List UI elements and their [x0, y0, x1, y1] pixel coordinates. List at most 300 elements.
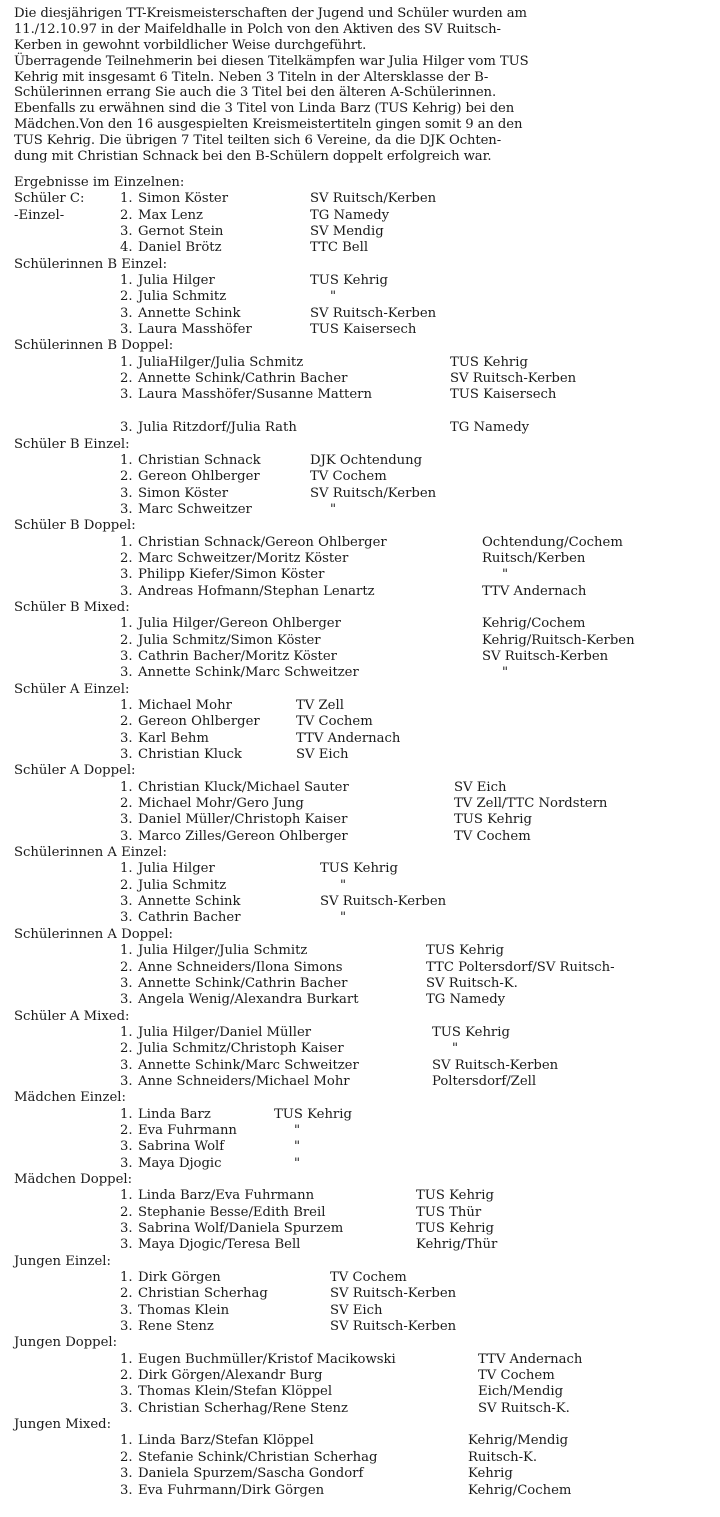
result-rank: 3. — [120, 501, 133, 517]
result-name: Christian Kluck — [138, 747, 242, 763]
result-name: Christian Schnack/Gereon Ohlberger — [138, 534, 387, 550]
result-name: Michael Mohr — [138, 698, 232, 713]
section-title: Jungen Einzel: — [14, 1253, 111, 1269]
result-row — [14, 1483, 714, 1499]
result-club: TUS Kehrig — [416, 1221, 494, 1236]
result-club: TV Cochem — [296, 714, 373, 730]
intro-line: Die diesjährigen TT-Kreismeisterschaften der Jugend und Schüler wurden am — [14, 6, 527, 21]
result-row — [14, 551, 714, 567]
result-row — [14, 1107, 714, 1123]
intro-line: Mädchen.Von den 16 ausgespielten Kreismeistertiteln gingen somit 9 an den — [14, 117, 523, 133]
result-row — [14, 714, 714, 730]
results-list — [14, 175, 714, 1499]
section-title: Schülerinnen A Einzel: — [14, 845, 167, 861]
result-club: SV Ruitsch-Kerben — [432, 1057, 559, 1073]
result-rank: 3. — [120, 322, 133, 338]
section-title: Schüler B Einzel: — [14, 436, 130, 452]
result-rank: 1. — [120, 861, 133, 877]
result-rank: 2. — [120, 714, 133, 730]
result-name: Stephanie Besse/Edith Breil — [138, 1204, 326, 1220]
result-club: TTV Andernach — [482, 583, 587, 599]
result-name: Christian Kluck/Michael Sauter — [138, 779, 349, 795]
result-club: TUS Kehrig — [320, 861, 398, 877]
result-rank: 2. — [120, 469, 133, 485]
result-row — [14, 1303, 714, 1319]
result-rank: 1. — [120, 452, 133, 468]
result-club: SV Eich — [330, 1302, 383, 1318]
section-heading — [14, 437, 714, 453]
result-rank: 3. — [120, 583, 133, 599]
result-name: Annette Schink/Cathrin Bacher — [138, 371, 348, 387]
result-row — [14, 306, 714, 322]
section-heading — [14, 1172, 714, 1188]
section-title: Schüler C: — [14, 191, 85, 207]
result-name: Maya Djogic — [138, 1155, 222, 1171]
section-title: Jungen Mixed: — [14, 1417, 112, 1433]
result-name: Julia Schmitz/Christoph Kaiser — [138, 1041, 344, 1057]
result-row — [14, 910, 714, 926]
result-row — [14, 1319, 714, 1335]
result-club: " — [502, 665, 509, 681]
result-name: Michael Mohr/Gero Jung — [138, 796, 304, 812]
blank-line — [14, 404, 714, 420]
result-rank: 1. — [120, 354, 133, 370]
section-title: Schüler B Doppel: — [14, 518, 136, 534]
result-rank: 3. — [120, 1237, 133, 1253]
intro-paragraph — [14, 6, 714, 165]
result-row — [14, 1237, 714, 1253]
result-rank: 3. — [120, 665, 133, 681]
result-rank: 1. — [120, 1188, 133, 1204]
result-row — [14, 502, 714, 518]
result-rank: 2. — [120, 207, 133, 223]
result-club: TUS Kehrig — [454, 812, 532, 828]
result-name: Daniela Spurzem/Sascha Gondorf — [138, 1466, 364, 1482]
result-club: TV Zell/TTC Nordstern — [454, 796, 608, 812]
result-row — [14, 861, 714, 877]
result-club: DJK Ochtendung — [310, 452, 423, 468]
result-club: Kehrig/Ruitsch-Kerben — [482, 632, 635, 648]
section-heading — [14, 763, 714, 779]
result-club: SV Ruitsch-Kerben — [320, 894, 447, 910]
result-club: Ruitsch-K. — [468, 1449, 538, 1465]
result-club: " — [294, 1139, 301, 1155]
result-row — [14, 633, 714, 649]
result-rank: 1. — [120, 1106, 133, 1122]
result-name: Annette Schink/Cathrin Bacher — [138, 975, 348, 991]
result-club: TUS Thür — [416, 1204, 482, 1220]
result-rank: 3. — [120, 1221, 133, 1236]
result-row — [14, 1205, 714, 1221]
result-rank: 3. — [120, 1073, 133, 1089]
result-club: TUS Kehrig — [310, 273, 388, 289]
section-title: Schüler A Einzel: — [14, 681, 130, 697]
result-club: SV Eich — [454, 779, 507, 795]
result-row — [14, 1368, 714, 1384]
result-club: Eich/Mendig — [478, 1384, 564, 1400]
result-row — [14, 812, 714, 828]
result-name: Annette Schink/Marc Schweitzer — [138, 1057, 359, 1073]
result-rank: 4. — [120, 240, 133, 256]
result-rank: 3. — [120, 1302, 133, 1318]
result-name: Gereon Ohlberger — [138, 469, 260, 485]
result-club: Kehrig/Thür — [416, 1237, 498, 1253]
result-name: Linda Barz/Stefan Klöppel — [138, 1433, 314, 1449]
result-rank: 3. — [120, 975, 133, 991]
result-club: TUS Kehrig — [432, 1024, 510, 1040]
result-rank: 3. — [120, 747, 133, 763]
section-heading — [14, 1335, 714, 1351]
result-row — [14, 1074, 714, 1090]
result-rank: 3. — [120, 1057, 133, 1073]
result-rank: 3. — [120, 567, 133, 583]
result-club: " — [294, 1155, 301, 1171]
result-name: Gereon Ohlberger — [138, 714, 260, 730]
result-rank: 3. — [120, 1384, 133, 1400]
result-rank: 3. — [120, 1466, 133, 1482]
result-club: Kehrig/Mendig — [468, 1433, 569, 1449]
result-club: TG Namedy — [450, 420, 530, 436]
result-rank: 2. — [120, 289, 133, 305]
result-name: Sabrina Wolf — [138, 1139, 225, 1155]
result-name: JuliaHilger/Julia Schmitz — [138, 354, 304, 370]
result-name: Angela Wenig/Alexandra Burkart — [138, 992, 359, 1008]
result-name: Christian Schnack — [138, 452, 261, 468]
result-row — [14, 191, 714, 207]
result-row — [14, 747, 714, 763]
result-rank: 2. — [120, 1368, 133, 1384]
result-rank: 1. — [120, 1024, 133, 1040]
result-rank: 2. — [120, 1449, 133, 1465]
result-rank: 3. — [120, 305, 133, 321]
result-club: SV Eich — [296, 747, 349, 763]
result-club: TV Cochem — [310, 469, 387, 485]
result-row — [14, 894, 714, 910]
result-name: Linda Barz — [138, 1106, 211, 1122]
result-name: Daniel Brötz — [138, 240, 222, 256]
result-name: Julia Ritzdorf/Julia Rath — [138, 420, 297, 436]
result-name: Max Lenz — [138, 207, 203, 223]
result-name: Simon Köster — [138, 191, 228, 207]
result-name: Thomas Klein/Stefan Klöppel — [138, 1384, 333, 1400]
result-club: " — [330, 501, 337, 517]
result-row — [14, 355, 714, 371]
result-name: Christian Scherhag/Rene Stenz — [138, 1400, 349, 1416]
section-heading — [14, 1009, 714, 1025]
result-club: " — [452, 1041, 459, 1057]
result-club: " — [340, 910, 347, 926]
intro-line: 11./12.10.97 in der Maifeldhalle in Polch von den Aktiven des SV Ruitsch- — [14, 21, 501, 37]
result-name: Linda Barz/Eva Fuhrmann — [138, 1188, 315, 1204]
result-rank: 3. — [120, 1400, 133, 1416]
result-club: SV Ruitsch-Kerben — [330, 1319, 457, 1335]
intro-line: Kerben in gewohnt vorbildlicher Weise durchgeführt. — [14, 37, 367, 53]
result-club: Kehrig/Cochem — [468, 1482, 572, 1498]
result-row — [14, 976, 714, 992]
result-rank: 1. — [120, 698, 133, 713]
result-rank: 3. — [120, 812, 133, 828]
result-club: Ochtendung/Cochem — [482, 534, 623, 550]
result-row — [14, 486, 714, 502]
result-name: Cathrin Bacher/Moritz Köster — [138, 648, 337, 664]
result-club: SV Ruitsch-Kerben — [450, 371, 577, 387]
result-row — [14, 584, 714, 600]
section-title: Schülerinnen A Doppel: — [14, 926, 174, 942]
result-rank: 3. — [120, 992, 133, 1008]
result-name: Maya Djogic/Teresa Bell — [138, 1237, 301, 1253]
section-title: Schüler A Doppel: — [14, 763, 136, 779]
section-heading — [14, 257, 714, 273]
result-club: TV Zell — [296, 698, 344, 713]
result-row — [14, 1025, 714, 1041]
results-heading — [14, 175, 714, 191]
result-row — [14, 567, 714, 583]
result-rank: 1. — [120, 1351, 133, 1367]
section-title: Schülerinnen B Einzel: — [14, 256, 168, 272]
result-rank: 2. — [120, 1122, 133, 1138]
result-row — [14, 829, 714, 845]
result-name: Eva Fuhrmann/Dirk Görgen — [138, 1482, 325, 1498]
result-name: Annette Schink — [138, 305, 241, 321]
result-club: SV Ruitsch/Kerben — [310, 191, 437, 207]
result-club: Poltersdorf/Zell — [432, 1073, 537, 1089]
result-rank: 1. — [120, 1433, 133, 1449]
section-heading — [14, 1254, 714, 1270]
result-row — [14, 649, 714, 665]
result-club: TUS Kehrig — [274, 1106, 352, 1122]
result-club: TTC Poltersdorf/SV Ruitsch- — [426, 959, 615, 975]
result-rank: 1. — [120, 616, 133, 632]
result-club: TTC Bell — [310, 240, 369, 256]
result-row — [14, 1041, 714, 1057]
result-row — [14, 1433, 714, 1449]
result-club: Kehrig/Cochem — [482, 616, 586, 632]
result-rank: 1. — [120, 779, 133, 795]
result-rank: 3. — [120, 485, 133, 501]
result-name: Dirk Görgen — [138, 1270, 221, 1286]
result-rank: 3. — [120, 894, 133, 910]
intro-line: TUS Kehrig. Die übrigen 7 Titel teilten sich 6 Vereine, da die DJK Ochten- — [14, 133, 502, 149]
result-row — [14, 796, 714, 812]
result-rank: 3. — [120, 1482, 133, 1498]
result-club: TTV Andernach — [478, 1351, 583, 1367]
result-row — [14, 1286, 714, 1302]
result-rank: 1. — [120, 534, 133, 550]
result-row — [14, 208, 714, 224]
result-club: SV Ruitsch/Kerben — [310, 485, 437, 501]
result-name: Anne Schneiders/Michael Mohr — [138, 1073, 350, 1089]
result-rank: 2. — [120, 959, 133, 975]
result-club: " — [340, 877, 347, 893]
section-title: Schüler B Mixed: — [14, 599, 130, 615]
result-club: SV Ruitsch-K. — [478, 1400, 570, 1416]
result-row — [14, 1139, 714, 1155]
result-rank: 3. — [120, 1139, 133, 1155]
result-row — [14, 780, 714, 796]
result-row — [14, 1058, 714, 1074]
result-name: Stefanie Schink/Christian Scherhag — [138, 1449, 378, 1465]
result-name: Christian Scherhag — [138, 1286, 268, 1302]
section-heading — [14, 338, 714, 354]
result-club: TUS Kaisersech — [450, 387, 557, 403]
result-row — [14, 273, 714, 289]
result-row — [14, 371, 714, 387]
result-row — [14, 943, 714, 959]
result-club: TUS Kaisersech — [310, 322, 417, 338]
result-club: TG Namedy — [426, 992, 506, 1008]
result-row — [14, 1352, 714, 1368]
result-name: Marco Zilles/Gereon Ohlberger — [138, 828, 348, 844]
section-heading — [14, 927, 714, 943]
result-club: TUS Kehrig — [426, 943, 504, 959]
result-name: Anne Schneiders/Ilona Simons — [138, 959, 343, 975]
result-name: Julia Schmitz/Simon Köster — [138, 632, 321, 648]
section-title: Mädchen Doppel: — [14, 1171, 133, 1187]
result-row — [14, 469, 714, 485]
intro-line: Ebenfalls zu erwähnen sind die 3 Titel von Linda Barz (TUS Kehrig) bei den — [14, 101, 515, 117]
result-row — [14, 1450, 714, 1466]
result-row — [14, 1270, 714, 1286]
result-rank: 1. — [120, 191, 133, 207]
result-rank: 2. — [120, 371, 133, 387]
result-rank: 3. — [120, 910, 133, 926]
result-row — [14, 731, 714, 747]
result-name: Philipp Kiefer/Simon Köster — [138, 567, 325, 583]
result-row — [14, 1401, 714, 1417]
result-row — [14, 1123, 714, 1139]
result-name: Thomas Klein — [138, 1302, 230, 1318]
result-name: Julia Hilger — [138, 861, 215, 877]
result-name: Julia Hilger/Daniel Müller — [138, 1024, 312, 1040]
result-row — [14, 1156, 714, 1172]
result-rank: 2. — [120, 1286, 133, 1302]
result-row — [14, 387, 714, 403]
result-row — [14, 1221, 714, 1237]
result-row — [14, 240, 714, 256]
intro-line: Schülerinnen errang Sie auch die 3 Titel bei den älteren A-Schülerinnen. — [14, 85, 497, 101]
result-row — [14, 224, 714, 240]
section-title: Jungen Doppel: — [14, 1335, 118, 1351]
result-rank: 3. — [120, 387, 133, 403]
result-name: Simon Köster — [138, 485, 228, 501]
result-name: Daniel Müller/Christoph Kaiser — [138, 812, 348, 828]
result-row — [14, 1466, 714, 1482]
result-name: Karl Behm — [138, 730, 209, 746]
result-name: Julia Hilger/Julia Schmitz — [138, 943, 308, 959]
result-name: Eva Fuhrmann — [138, 1122, 237, 1138]
result-row — [14, 420, 714, 436]
result-rank: 2. — [120, 550, 133, 566]
result-club: " — [330, 289, 337, 305]
result-rank: 3. — [120, 1319, 133, 1335]
result-rank: 1. — [120, 1270, 133, 1286]
result-club: TV Cochem — [454, 828, 531, 844]
result-name: Laura Masshöfer — [138, 322, 252, 338]
result-row — [14, 1384, 714, 1400]
result-name: Gernot Stein — [138, 224, 224, 240]
result-row — [14, 1188, 714, 1204]
section-title: Mädchen Einzel: — [14, 1090, 126, 1106]
results-heading-text: Ergebnisse im Einzelnen: — [14, 175, 185, 190]
result-club: TTV Andernach — [296, 730, 401, 746]
result-name: Annette Schink — [138, 894, 241, 910]
intro-line: dung mit Christian Schnack bei den B-Schülern doppelt erfolgreich war. — [14, 149, 492, 165]
result-rank: 3. — [120, 828, 133, 844]
result-rank: 1. — [120, 943, 133, 959]
result-rank: 3. — [120, 1155, 133, 1171]
result-club: SV Ruitsch-Kerben — [330, 1286, 457, 1302]
result-name: Rene Stenz — [138, 1319, 214, 1335]
result-row — [14, 878, 714, 894]
intro-line: Überragende Teilnehmerin bei diesen Titelkämpfen war Julia Hilger vom TUS — [14, 53, 529, 69]
result-rank: 2. — [120, 796, 133, 812]
result-club: Kehrig — [468, 1466, 513, 1482]
result-row — [14, 322, 714, 338]
result-name: Annette Schink/Marc Schweitzer — [138, 665, 359, 681]
result-row — [14, 535, 714, 551]
result-club: TG Namedy — [310, 207, 390, 223]
result-rank: 3. — [120, 224, 133, 240]
result-row — [14, 616, 714, 632]
result-club: SV Ruitsch-Kerben — [310, 305, 437, 321]
result-row — [14, 698, 714, 714]
intro-line: Kehrig mit insgesamt 6 Titeln. Neben 3 Titeln in der Altersklasse der B- — [14, 69, 489, 85]
result-club: TUS Kehrig — [450, 354, 528, 370]
result-name: Laura Masshöfer/Susanne Mattern — [138, 387, 372, 403]
result-club: TV Cochem — [478, 1368, 555, 1384]
result-name: Julia Schmitz — [138, 289, 227, 305]
result-rank: 1. — [120, 273, 133, 289]
result-name: Dirk Görgen/Alexandr Burg — [138, 1368, 323, 1384]
result-club: Ruitsch/Kerben — [482, 550, 586, 566]
result-name: Julia Hilger — [138, 273, 215, 289]
result-club: SV Ruitsch-Kerben — [482, 648, 609, 664]
result-rank: 2. — [120, 1041, 133, 1057]
result-row — [14, 453, 714, 469]
result-name: Marc Schweitzer/Moritz Köster — [138, 550, 349, 566]
result-rank: 3. — [120, 648, 133, 664]
section-title: Schüler A Mixed: — [14, 1008, 130, 1024]
result-rank: 3. — [120, 420, 133, 436]
result-club: SV Mendig — [310, 224, 384, 240]
result-club: TV Cochem — [330, 1270, 407, 1286]
result-row — [14, 992, 714, 1008]
result-club: " — [294, 1122, 301, 1138]
result-row — [14, 665, 714, 681]
result-name: Julia Hilger/Gereon Ohlberger — [138, 616, 341, 632]
section-title: Schülerinnen B Doppel: — [14, 338, 174, 354]
result-rank: 3. — [120, 730, 133, 746]
section-heading — [14, 600, 714, 616]
section-subtitle: -Einzel- — [14, 207, 65, 223]
result-name: Eugen Buchmüller/Kristof Macikowski — [138, 1351, 396, 1367]
result-club: SV Ruitsch-K. — [426, 975, 518, 991]
result-name: Julia Schmitz — [138, 877, 227, 893]
section-heading — [14, 682, 714, 698]
section-heading — [14, 518, 714, 534]
result-row — [14, 289, 714, 305]
result-name: Sabrina Wolf/Daniela Spurzem — [138, 1221, 344, 1236]
result-club: " — [502, 567, 509, 583]
result-name: Marc Schweitzer — [138, 501, 252, 517]
section-heading — [14, 1090, 714, 1106]
section-heading — [14, 845, 714, 861]
result-name: Andreas Hofmann/Stephan Lenartz — [138, 583, 375, 599]
result-rank: 2. — [120, 877, 133, 893]
section-heading — [14, 1417, 714, 1433]
result-name: Cathrin Bacher — [138, 910, 241, 926]
result-row — [14, 960, 714, 976]
